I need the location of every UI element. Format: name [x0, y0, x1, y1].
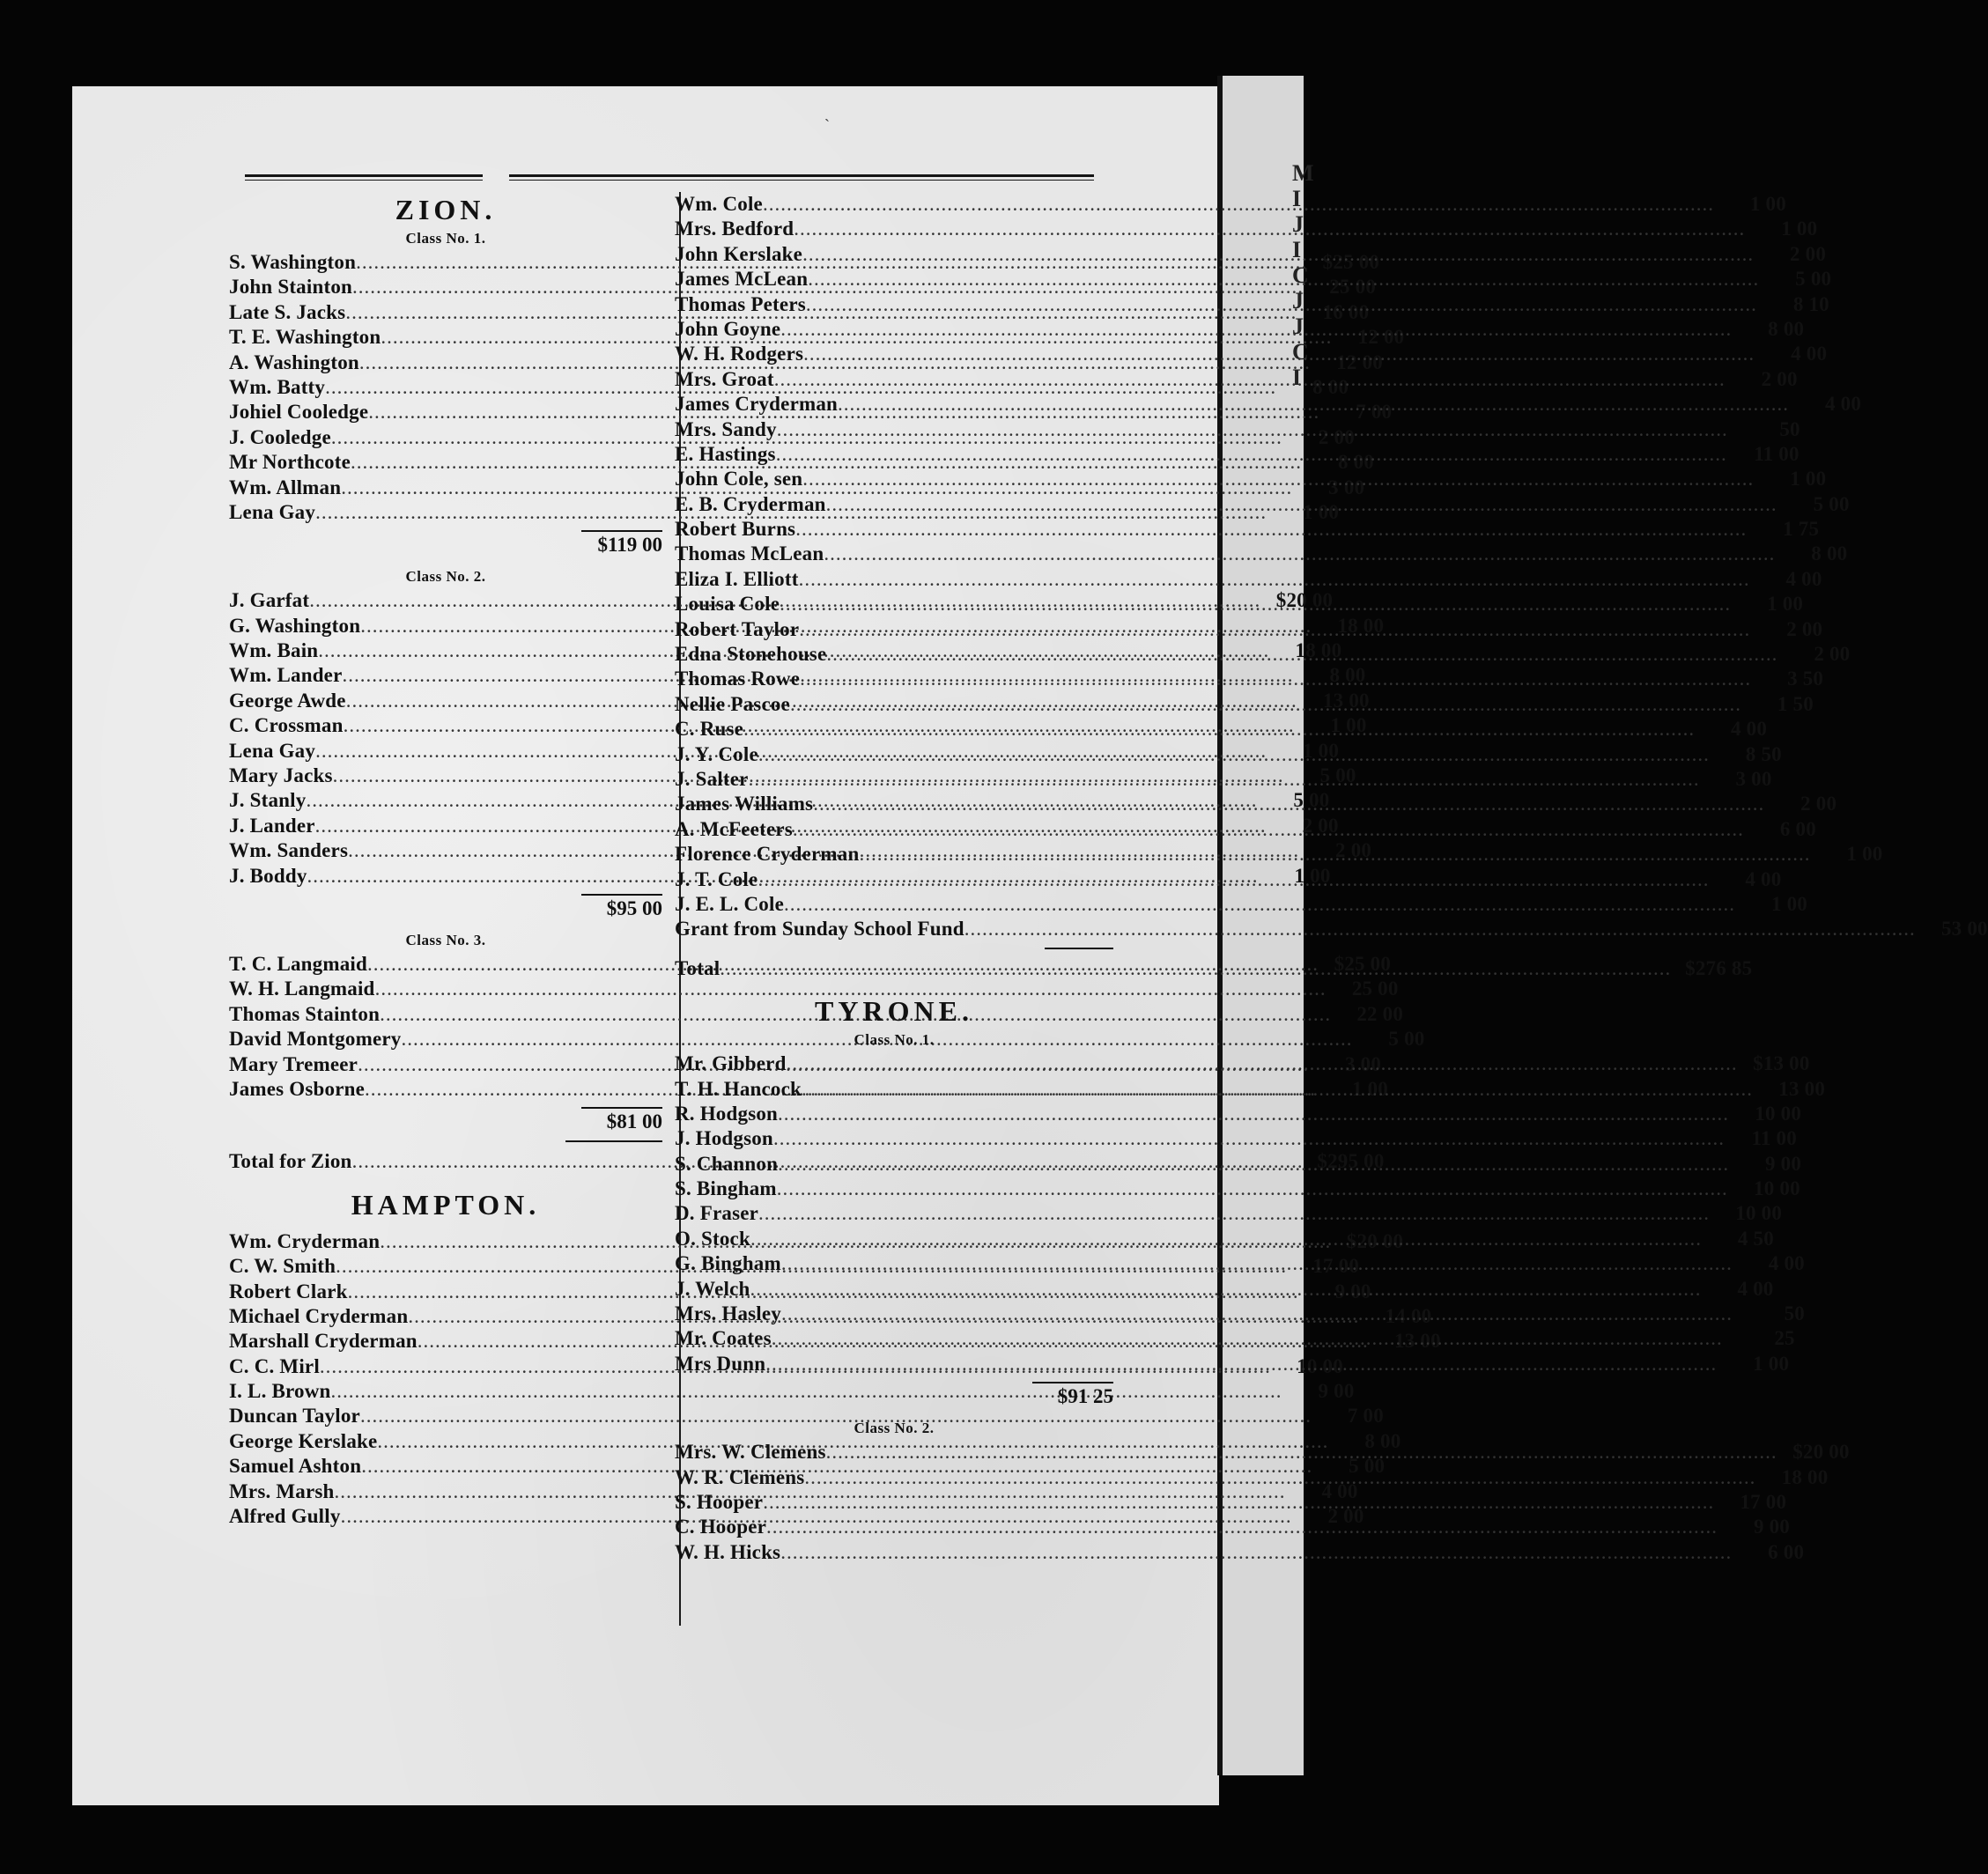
entry-name: John Goyne [675, 317, 781, 340]
section-heading-hampton: HAMPTON. [351, 1188, 541, 1221]
entry-amount: 1 00 [1303, 739, 1340, 762]
leader-dots [802, 467, 1754, 491]
entry-amount: 17 00 [1312, 1255, 1360, 1278]
list-item [675, 542, 1848, 566]
entry-amount: 9 00 [1765, 1152, 1802, 1175]
entry-amount: 2 00 [1327, 1505, 1364, 1528]
entry-name: J. Garfat [229, 589, 310, 612]
entry-name: John Cole, sen [675, 468, 803, 491]
leader-dots [763, 1490, 1714, 1515]
entry-name: Robert Burns [675, 518, 796, 541]
list-item [675, 1126, 1797, 1151]
entry-name: James Williams [675, 793, 814, 815]
entry-name: W. H. Langmaid [229, 978, 375, 1000]
entry-name: Robert Clark [229, 1280, 348, 1302]
entry-amount: 1 50 [1777, 692, 1814, 715]
entry-name: A. Washington [229, 350, 359, 373]
entry-amount: 4 00 [1791, 343, 1828, 365]
list-item [675, 517, 1820, 542]
entry-name: Florence Cryderman [675, 843, 860, 866]
entry-amount: 1 00 [1330, 714, 1367, 737]
entry-name: Mr Northcote [229, 451, 351, 474]
entry-name: James Cryderman [675, 393, 839, 416]
entry-amount: 9 00 [1334, 1280, 1371, 1302]
edge-letter: I [1292, 365, 1302, 390]
list-item [675, 1051, 1810, 1076]
leader-dots [758, 742, 1710, 767]
list-item [675, 1201, 1783, 1226]
entry-name: Louisa Cole [675, 593, 780, 616]
entry-amount: 1 00 [1781, 218, 1818, 240]
entry-name: Mr. Gibberd [675, 1052, 787, 1075]
entry-amount: 8 10 [1792, 292, 1829, 315]
entry-amount: 9 00 [1318, 1380, 1355, 1403]
subtotal: $95 00 [606, 896, 662, 919]
entry-amount: 4 00 [1737, 1277, 1774, 1300]
entry-amount: 2 00 [1786, 617, 1823, 640]
leader-dots [766, 1515, 1718, 1539]
entry-amount: 1 00 [1351, 1077, 1389, 1100]
entry-amount: 1 00 [1753, 1352, 1790, 1375]
entry-name: S. Washington [229, 251, 357, 273]
entry-name: Robert Taylor [675, 617, 800, 640]
entry-name: T. E. Washington [229, 326, 381, 349]
entry-amount: $20 00 [1275, 589, 1334, 612]
entry-name: C. C. Mirl [229, 1354, 320, 1377]
leader-dots [826, 492, 1777, 517]
entry-name: J. Lander [229, 814, 315, 837]
section-heading-zion: ZION. [395, 194, 497, 225]
entry-name: Thomas Rowe [675, 668, 801, 690]
entry-name: Wm. Sanders [229, 839, 349, 862]
entry-amount: 8 00 [1768, 317, 1805, 340]
leader-dots [795, 517, 1747, 542]
leader-dots [780, 592, 1731, 616]
entry-name: Alfred Gully [229, 1505, 341, 1528]
entry-name: W. R. Clemens [675, 1465, 805, 1488]
leader-dots [787, 1051, 1738, 1076]
entry-amount: 13 00 [1322, 689, 1370, 712]
entry-amount: 13 00 [1394, 1330, 1441, 1353]
entry-name: Eliza I. Elliott [675, 567, 799, 590]
entry-name: Wm. Cole [675, 193, 763, 215]
entry-name: John Stainton [229, 276, 353, 299]
entry-amount: 10 00 [1297, 1354, 1343, 1377]
entry-name: Late S. Jacks [229, 300, 346, 323]
leader-dots [773, 1126, 1725, 1151]
entry-name: Wm. Lander [229, 664, 343, 687]
leader-dots [774, 367, 1726, 392]
entry-amount: 10 00 [1754, 1177, 1800, 1200]
leader-dots [813, 792, 1764, 816]
entry-amount: 18 00 [1337, 614, 1385, 637]
entry-name: Mrs Dunn [675, 1352, 766, 1375]
leader-dots [826, 1440, 1777, 1465]
entry-name: John Kerslake [675, 242, 803, 265]
entry-amount: 4 00 [1731, 718, 1768, 741]
entry-amount: 4 50 [1737, 1227, 1774, 1250]
list-item [675, 1177, 1800, 1201]
leader-dots [802, 242, 1754, 267]
entry-name: Thomas Peters [675, 292, 806, 315]
entry-amount: 2 00 [1814, 643, 1851, 666]
entry-name: James Osborne [229, 1077, 366, 1100]
entry-amount: 3 00 [1328, 476, 1365, 498]
entry-amount: 2 00 [1335, 839, 1372, 862]
entry-name: Wm. Allman [229, 476, 342, 498]
leader-dots [824, 542, 1775, 566]
class-label: Class No. 1. [405, 230, 486, 247]
entry-name: Michael Cryderman [229, 1304, 409, 1327]
entry-name: Mrs. Groat [675, 367, 774, 390]
leader-dots [793, 817, 1744, 842]
entry-amount: 4 00 [1785, 567, 1822, 590]
entry-name: C. Crossman [229, 714, 344, 737]
entry-amount: 11 00 [1754, 442, 1800, 465]
class-label: Class No. 2. [405, 568, 486, 586]
entry-amount: 5 00 [1795, 268, 1832, 291]
subtotal: $119 00 [597, 534, 662, 557]
edge-letter: I [1292, 237, 1302, 262]
entry-name: Mrs. Marsh [229, 1479, 335, 1502]
list-item [675, 1102, 1802, 1126]
entry-amount: 8 50 [1745, 742, 1782, 765]
entry-name: J. T. Cole [675, 867, 758, 890]
entry-name: T. H. Hancock [675, 1077, 802, 1100]
edge-letter: M [1292, 160, 1314, 186]
entry-name: Total for Zion [229, 1150, 352, 1173]
leader-dots [964, 917, 1916, 941]
leader-dots [781, 1302, 1733, 1326]
class-label: Class No. 3. [405, 931, 486, 948]
entry-name: Wm. Batty [229, 375, 326, 398]
leader-dots [777, 1177, 1728, 1201]
entry-name: A. McFeeters [675, 817, 793, 840]
entry-amount: 22 00 [1356, 1002, 1404, 1025]
entry-name: Wm. Cryderman [229, 1229, 381, 1252]
entry-amount: 5 00 [1349, 1455, 1386, 1478]
entry-name: S. Hooper [675, 1490, 764, 1513]
leader-dots [743, 717, 1695, 741]
entry-name: Mary Tremeer [229, 1052, 358, 1075]
entry-name: George Awde [229, 689, 346, 712]
leader-dots [765, 1352, 1717, 1376]
entry-name: W. H. Hicks [675, 1540, 781, 1563]
entry-amount: 5 00 [1293, 789, 1330, 812]
leader-dots [826, 642, 1777, 667]
leader-dots [778, 1152, 1729, 1177]
entry-name: Mr. Coates [675, 1327, 772, 1350]
entry-amount: 10 00 [1735, 1202, 1783, 1225]
entry-name: W. H. Rodgers [675, 343, 804, 365]
entry-amount: 7 00 [1347, 1405, 1384, 1428]
entry-name: David Montgomery [229, 1028, 402, 1051]
entry-amount: 12 00 [1357, 326, 1405, 349]
entry-name: E. B. Cryderman [675, 492, 826, 515]
list-item [675, 917, 1988, 941]
class-label: Class No. 1. [854, 1031, 935, 1049]
entry-amount: 1 00 [1294, 864, 1331, 887]
entry-amount: 4 00 [1321, 1479, 1358, 1502]
leader-dots [781, 1251, 1733, 1276]
list-item [229, 1404, 1384, 1428]
entry-name: Mrs. W. Clemens [675, 1441, 826, 1464]
list-item [675, 192, 1786, 217]
entry-amount: 2 00 [1761, 367, 1798, 390]
leader-dots [777, 417, 1728, 442]
entry-amount: 1 00 [1749, 193, 1786, 215]
entry-name: D. Fraser [675, 1202, 759, 1225]
entry-name: R. Hodgson [675, 1102, 779, 1125]
entry-amount: 10 00 [1755, 1102, 1802, 1125]
entry-name: S. Channon [675, 1152, 779, 1175]
entry-amount: 6 00 [1779, 817, 1816, 840]
leader-dots [806, 292, 1757, 317]
entry-amount: 53 00 [1940, 918, 1988, 941]
leader-dots [784, 892, 1735, 917]
leader-dots [772, 1326, 1723, 1351]
entry-amount: 6 00 [1768, 1540, 1805, 1563]
entry-name: Edna Stonehouse [675, 643, 827, 666]
entry-amount: 4 00 [1745, 867, 1782, 890]
entry-name: Mary Jacks [229, 764, 333, 787]
entry-amount: 25 00 [1351, 978, 1399, 1000]
entry-name: J. Salter [675, 767, 749, 790]
top-rule-left [245, 174, 483, 181]
list-item [675, 567, 1822, 592]
entry-name: Thomas McLean [675, 542, 824, 565]
entry-name: Lena Gay [229, 500, 316, 523]
leader-dots [780, 1540, 1732, 1565]
entry-name: T. C. Langmaid [229, 952, 368, 975]
entry-amount: 4 00 [1768, 1252, 1805, 1275]
entry-amount: 9 00 [1753, 1516, 1791, 1538]
entry-amount: 8 00 [1329, 664, 1366, 687]
top-rule-right [509, 174, 1094, 181]
entry-amount: 8 00 [1312, 375, 1349, 398]
entry-amount: 1 00 [1790, 468, 1827, 491]
entry-name: Grant from Sunday School Fund [675, 918, 964, 941]
subtotal: $81 00 [606, 1110, 662, 1133]
entry-amount: 25 [1774, 1327, 1795, 1350]
entry-amount: 1 75 [1783, 518, 1820, 541]
entry-amount: $276 85 [1685, 956, 1753, 979]
subtotal: $91 25 [1057, 1385, 1113, 1408]
entry-name: I. L. Brown [229, 1380, 331, 1403]
entry-name: J. Y. Cole [675, 742, 758, 765]
leader-dots [758, 1201, 1710, 1226]
leader-dots [758, 867, 1709, 892]
entry-amount: 1 00 [1770, 892, 1807, 915]
entry-amount: 2 00 [1790, 242, 1827, 265]
entry-amount: 5 00 [1319, 764, 1356, 787]
entry-name: C. Hooper [675, 1516, 767, 1538]
leader-dots [794, 217, 1745, 241]
leader-dots [780, 317, 1732, 342]
entry-amount: $20 00 [1792, 1441, 1850, 1464]
entry-amount: 25 00 [1329, 276, 1377, 299]
leader-dots [749, 767, 1700, 792]
entry-name: Mrs. Sandy [675, 417, 777, 440]
entry-amount: $295 00 [1317, 1150, 1385, 1173]
list-item [675, 1540, 1805, 1565]
entry-amount: $13 00 [1753, 1052, 1810, 1075]
entry-amount: 8 00 [1337, 451, 1374, 474]
entry-name: J. Cooledge [229, 425, 331, 448]
entry-amount: 5 00 [1388, 1028, 1425, 1051]
class-label: Class No. 2. [854, 1420, 935, 1437]
entry-amount: 8 00 [1811, 542, 1848, 565]
entry-name: G. Washington [229, 614, 361, 637]
entry-amount: 16 00 [1322, 300, 1370, 323]
entry-name: G. Bingham [675, 1252, 781, 1275]
entry-name: Duncan Taylor [229, 1405, 360, 1428]
list-item [675, 892, 1807, 917]
entry-amount: 4 00 [1824, 393, 1862, 416]
leader-dots [799, 567, 1750, 592]
leader-dots [802, 1077, 1753, 1102]
entry-name: C. Ruse [675, 718, 744, 741]
leader-dots [799, 617, 1750, 642]
entry-amount: 1 00 [1767, 593, 1804, 616]
leader-dots [750, 1277, 1702, 1302]
entry-amount: 7 00 [1356, 401, 1393, 424]
entry-amount: $25 00 [1334, 952, 1392, 975]
entry-name: J. Hodgson [675, 1127, 773, 1150]
entry-amount: 14 00 [1385, 1304, 1432, 1327]
entry-amount: 50 [1779, 417, 1800, 440]
entry-name: Mrs. Bedford [675, 218, 794, 240]
leader-dots [859, 842, 1810, 867]
leader-dots [763, 192, 1714, 217]
entry-name: S. Bingham [675, 1177, 777, 1200]
entry-amount: 50 [1784, 1302, 1806, 1325]
entry-amount: 18 00 [1295, 639, 1342, 662]
leader-dots [776, 442, 1727, 467]
entry-amount: $20 00 [1346, 1229, 1404, 1252]
entry-name: J. Stanly [229, 789, 307, 812]
entry-name: Marshall Cryderman [229, 1330, 418, 1353]
leader-dots [790, 692, 1741, 717]
list-item [229, 977, 1399, 1001]
entry-name: Nellie Pascoe [675, 692, 790, 715]
edge-letter: J [1292, 314, 1304, 339]
entry-name: James McLean [675, 268, 809, 291]
entry-name: Johiel Cooledge [229, 401, 369, 424]
entry-amount: 3 00 [1345, 1052, 1382, 1075]
entry-name: J. Welch [675, 1277, 750, 1300]
entry-name: Mrs. Hasley [675, 1302, 782, 1325]
edge-letter: J [1292, 211, 1304, 237]
entry-amount: 2 00 [1800, 793, 1837, 815]
entry-amount: 2 00 [1302, 814, 1339, 837]
entry-name: E. Hastings [675, 442, 776, 465]
entry-name: Samuel Ashton [229, 1455, 362, 1478]
leader-dots [750, 1227, 1702, 1251]
entry-amount: 3 50 [1787, 668, 1824, 690]
stray-mark: ˋ [824, 116, 830, 134]
entry-name: George Kerslake [229, 1429, 378, 1452]
entry-amount: 3 00 [1735, 767, 1772, 790]
section-heading-tyrone: TYRONE. [815, 995, 973, 1028]
leader-dots [838, 392, 1789, 417]
entry-amount: 11 00 [1751, 1127, 1797, 1150]
entry-amount: $25 00 [1322, 251, 1380, 273]
entry-name: J. E. L. Cole [675, 892, 784, 915]
entry-name: C. W. Smith [229, 1255, 336, 1278]
leader-dots [800, 667, 1751, 691]
entry-name: Thomas Stainton [229, 1002, 381, 1025]
entry-name: Wm. Bain [229, 639, 319, 662]
entry-name: O. Stock [675, 1227, 750, 1250]
entry-name: J. Boddy [229, 864, 307, 887]
leader-dots [803, 342, 1755, 366]
entry-amount: 5 00 [1813, 492, 1850, 515]
entry-amount: 13 00 [1778, 1077, 1826, 1100]
entry-amount: 12 00 [1336, 350, 1383, 373]
entry-name: Total [675, 956, 721, 979]
leader-dots [804, 1465, 1755, 1490]
edge-letter: C [1292, 339, 1309, 365]
list-item [675, 217, 1818, 241]
entry-amount: 18 00 [1781, 1465, 1829, 1488]
entry-amount: 1 00 [1846, 843, 1883, 866]
entry-amount: 8 00 [1364, 1429, 1401, 1452]
leader-dots [808, 267, 1759, 291]
edge-letter: C [1292, 262, 1309, 288]
entry-amount: 2 00 [1318, 425, 1355, 448]
edge-letter: I [1292, 186, 1302, 211]
entry-amount: 17 00 [1740, 1490, 1787, 1513]
entry-name: Lena Gay [229, 739, 316, 762]
leader-dots [778, 1102, 1729, 1126]
entry-amount: 1 00 [1303, 500, 1340, 523]
edge-letter: J [1292, 288, 1304, 314]
